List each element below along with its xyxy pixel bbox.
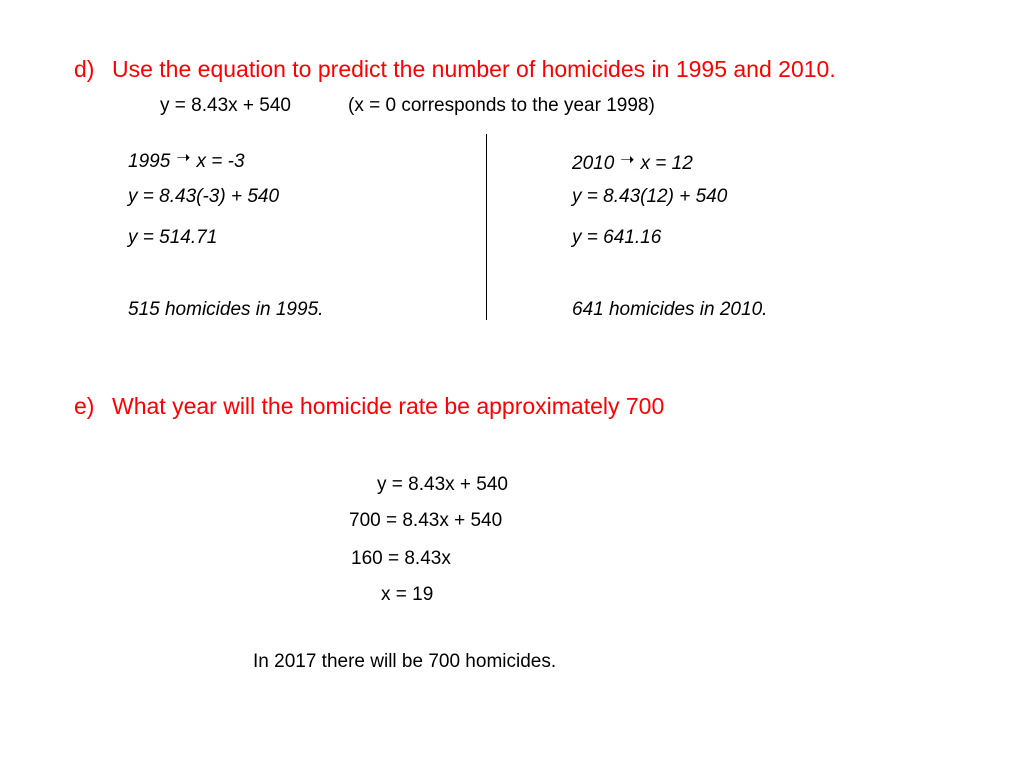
left-x-value: x = -3 [196, 151, 245, 172]
right-arrow-icon: ➝ [620, 150, 635, 169]
column-divider [486, 134, 487, 320]
left-year: 1995 [128, 151, 171, 172]
left-year-line [128, 148, 245, 173]
right-result: y = 641.16 [572, 227, 662, 248]
right-substitution: y = 8.43(12) + 540 [572, 186, 728, 207]
part-e-step: x = 19 [381, 584, 434, 605]
part-e-step: y = 8.43x + 540 [377, 474, 508, 495]
part-d-note: (x = 0 corresponds to the year 1998) [348, 95, 655, 116]
left-result: y = 514.71 [128, 227, 218, 248]
part-e-conclusion: In 2017 there will be 700 homicides. [253, 651, 557, 672]
right-year-line [572, 150, 693, 175]
right-x-value: x = 12 [640, 153, 693, 174]
part-e-step: 160 = 8.43x [351, 548, 451, 569]
part-d-question: Use the equation to predict the number of homicides in 1995 and 2010. [112, 56, 836, 82]
part-d-equation: y = 8.43x + 540 [160, 95, 291, 116]
part-d-label: d) [74, 56, 95, 82]
part-e-question: What year will the homicide rate be approximately 700 [112, 393, 665, 419]
part-e-label: e) [74, 393, 95, 419]
right-conclusion: 641 homicides in 2010. [572, 299, 768, 320]
right-year: 2010 [572, 153, 615, 174]
right-arrow-icon: ➝ [176, 148, 191, 167]
left-substitution: y = 8.43(-3) + 540 [128, 186, 280, 207]
part-e-step: 700 = 8.43x + 540 [349, 510, 503, 531]
left-conclusion: 515 homicides in 1995. [128, 299, 324, 320]
